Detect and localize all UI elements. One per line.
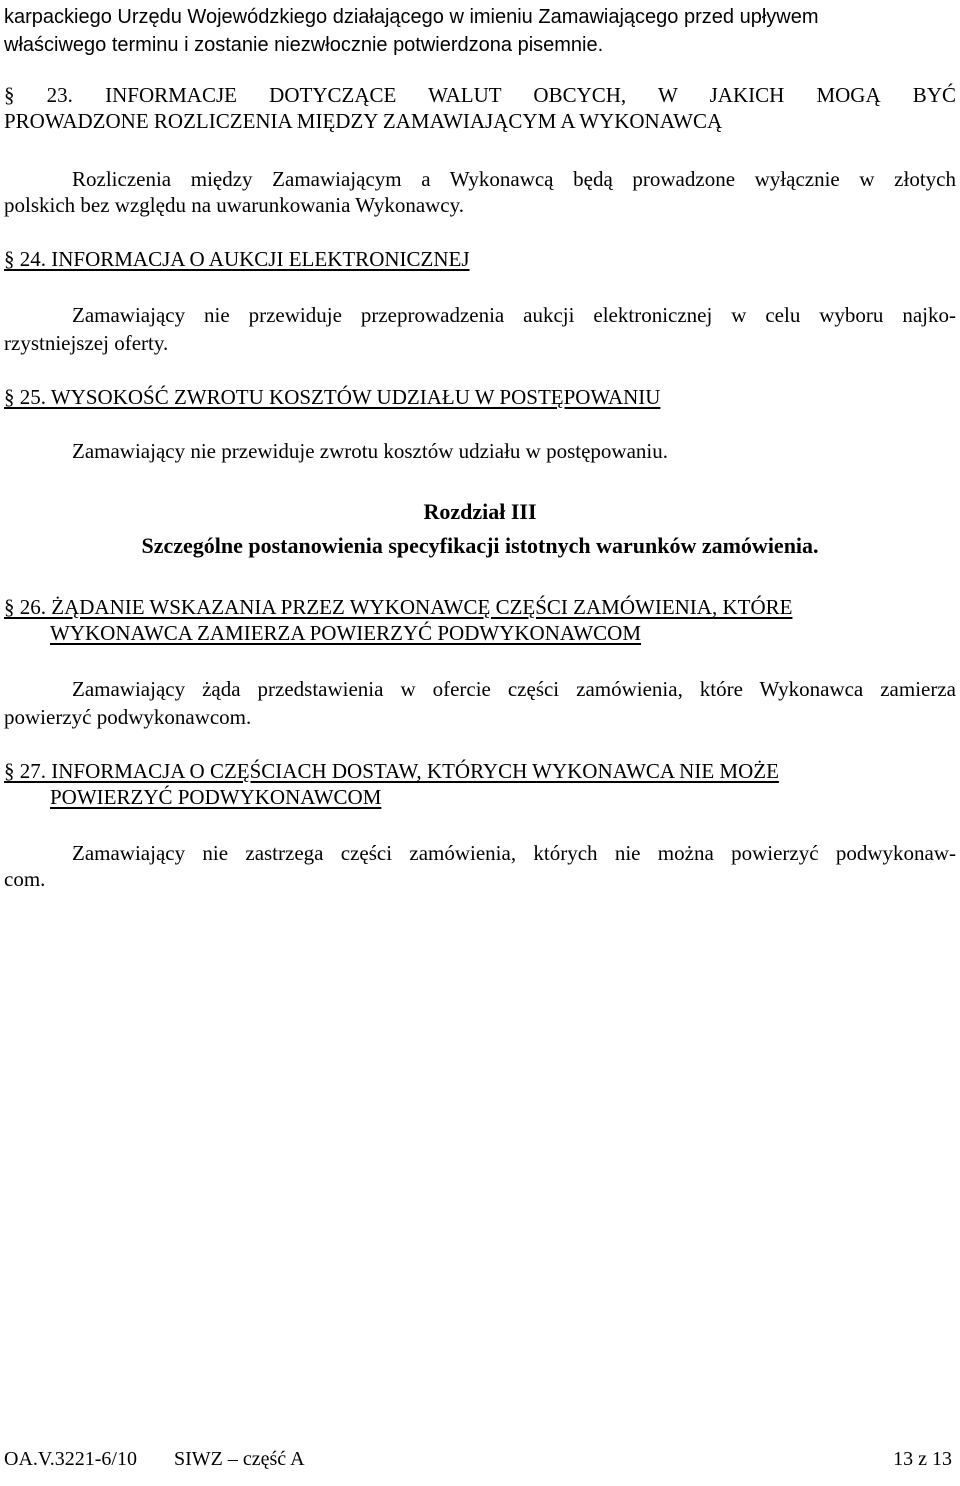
section-25-heading: § 25. WYSOKOŚĆ ZWROTU KOSZTÓW UDZIAŁU W POSTĘPOWANIU xyxy=(4,385,661,409)
section-26-heading-line-1: § 26. ŻĄDANIE WSKAZANIA PRZEZ WYKONAWCĘ CZĘŚCI ZAMÓWIENIA, KTÓRE xyxy=(4,595,793,619)
section-25-body: Zamawiający nie przewiduje zwrotu kosztów udziału w postępowaniu. xyxy=(72,439,668,463)
section-24-body-line-2: rzystniejszej oferty. xyxy=(4,331,169,355)
section-23-heading-line-1: § 23. INFORMACJE DOTYCZĄCE WALUT OBCYCH, W JAKICH MOGĄ BYĆ xyxy=(4,83,956,107)
section-26-body-line-1: Zamawiający żąda przedstawienia w ofercie części zamówienia, które Wykonawca zamierza xyxy=(72,677,956,701)
section-24-heading: § 24. INFORMACJA O AUKCJI ELEKTRONICZNEJ xyxy=(4,247,470,271)
section-26-body-line-2: powierzyć podwykonawcom. xyxy=(4,705,252,729)
section-23-body-line-1: Rozliczenia między Zamawiającym a Wykonawcą będą prowadzone wyłącznie w złotych xyxy=(72,167,956,191)
chapter-title: Rozdział III xyxy=(423,499,537,524)
chapter-subtitle: Szczególne postanowienia specyfikacji istotnych warunków zamówienia. xyxy=(141,533,819,558)
section-27-heading-line-1: § 27. INFORMACJA O CZĘŚCIACH DOSTAW, KTÓRYCH WYKONAWCA NIE MOŻE xyxy=(4,759,779,783)
section-27-body-line-1: Zamawiający nie zastrzega części zamówienia, których nie można powierzyć podwykonaw- xyxy=(72,841,956,865)
section-24-body-line-1: Zamawiający nie przewiduje przeprowadzenia aukcji elektronicznej w celu wyboru najko- xyxy=(72,303,956,327)
footer-page-number: 13 z 13 xyxy=(893,1448,952,1470)
section-27-heading-line-2: POWIERZYĆ PODWYKONAWCOM xyxy=(50,785,382,809)
intro-line-1: karpackiego Urzędu Wojewódzkiego działającego w imieniu Zamawiającego przed upływem xyxy=(4,6,819,28)
intro-line-2: właściwego terminu i zostanie niezwłocznie potwierdzona pisemnie. xyxy=(4,34,604,56)
footer-document-name: SIWZ – część A xyxy=(174,1448,305,1470)
footer-reference: OA.V.3221-6/10 xyxy=(4,1448,137,1470)
section-23-body-line-2: polskich bez względu na uwarunkowania Wykonawcy. xyxy=(4,193,465,217)
section-27-body-line-2: com. xyxy=(4,867,46,891)
section-23-heading-line-2: PROWADZONE ROZLICZENIA MIĘDZY ZAMAWIAJĄCYM A WYKONAWCĄ xyxy=(4,109,723,133)
section-26-heading-line-2: WYKONAWCA ZAMIERZA POWIERZYĆ PODWYKONAWCOM xyxy=(50,621,642,645)
